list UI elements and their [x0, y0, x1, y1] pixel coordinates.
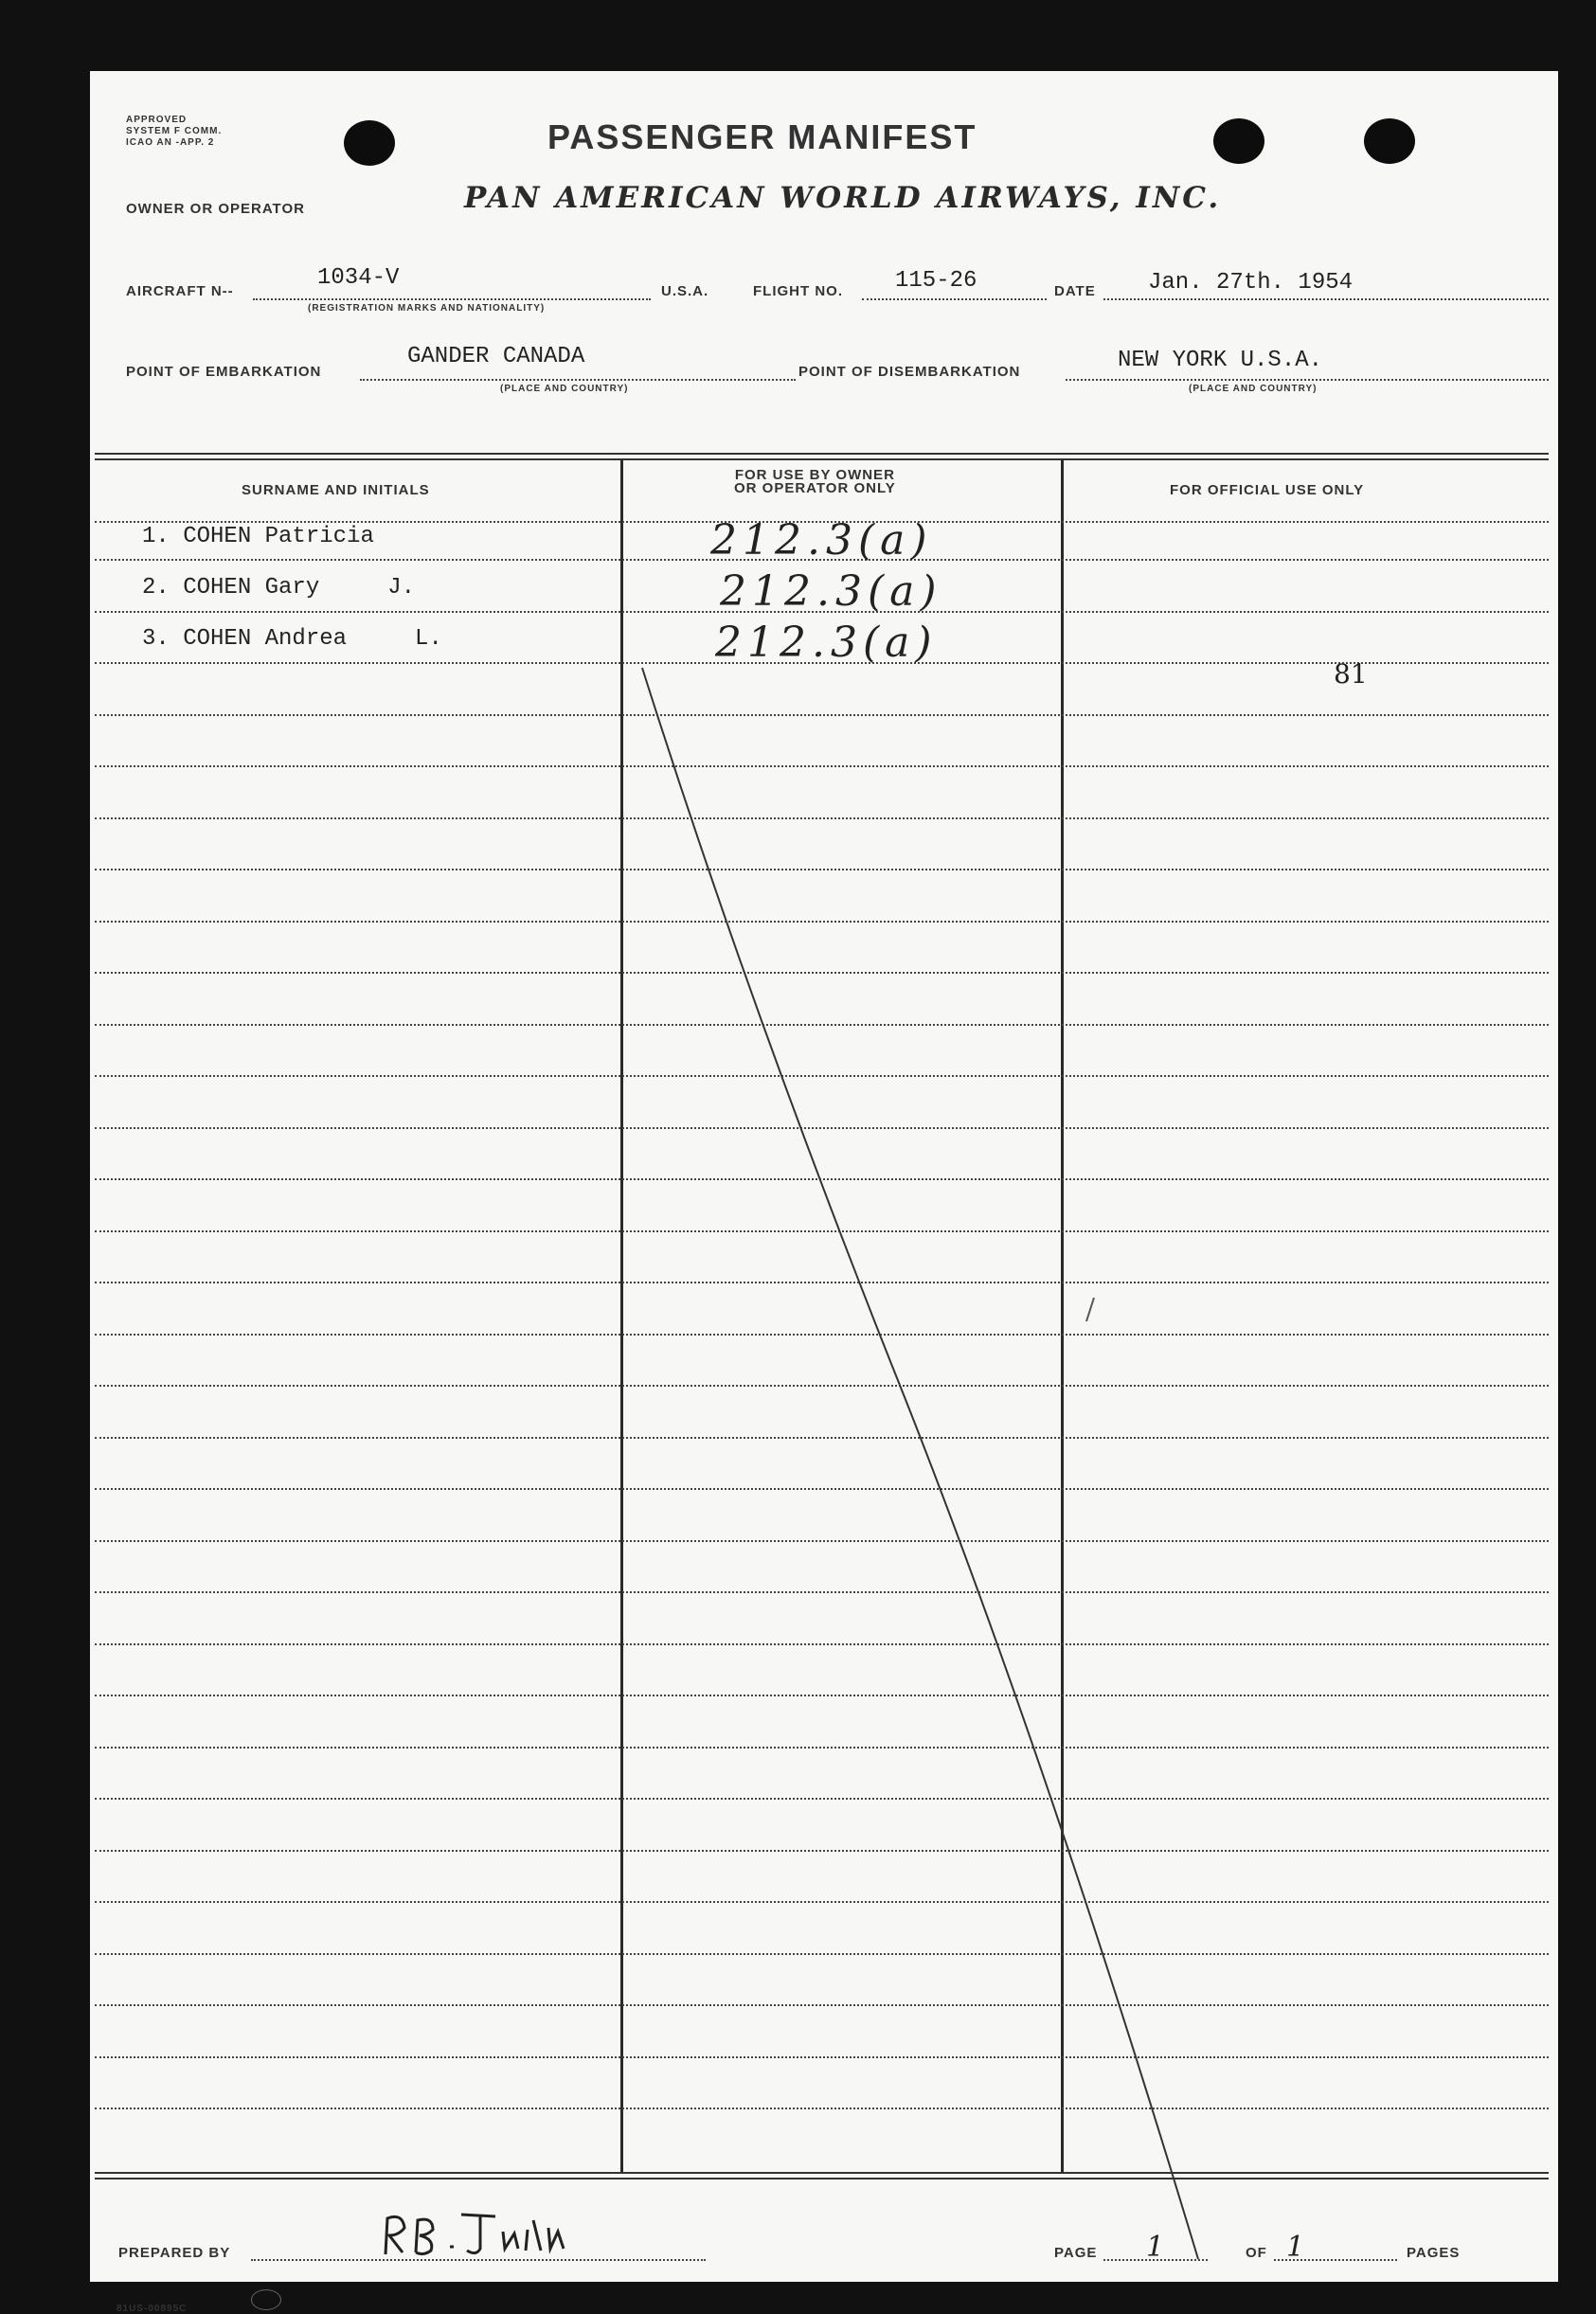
cancel-stroke [90, 71, 1558, 2282]
of-value: 1 [1286, 2231, 1305, 2264]
table-bottom-rule [95, 2172, 1549, 2174]
aircraft-label: AIRCRAFT N-- [126, 283, 234, 299]
disembarkation-value: NEW YORK U.S.A. [1118, 348, 1323, 373]
aircraft-sublabel: (REGISTRATION MARKS AND NATIONALITY) [308, 303, 546, 314]
approval-line: APPROVED [126, 115, 188, 125]
page-title: PASSENGER MANIFEST [547, 117, 977, 156]
manifest-sheet [90, 71, 1558, 2314]
usa-label: U.S.A. [661, 283, 709, 299]
date-label: DATE [1054, 283, 1096, 299]
embarkation-label: POINT OF EMBARKATION [126, 364, 322, 380]
disembarkation-label: POINT OF DISEMBARKATION [798, 364, 1021, 380]
signature [374, 2207, 601, 2264]
prepared-by-label: PREPARED BY [118, 2245, 231, 2261]
page-label: PAGE [1054, 2245, 1098, 2261]
approval-line: SYSTEM F COMM. [126, 126, 223, 136]
disembarkation-sublabel: (PLACE AND COUNTRY) [1189, 384, 1318, 394]
column-header-surname: SURNAME AND INITIALS [242, 482, 430, 498]
passenger-name-2: 2. COHEN Gary J. [142, 575, 416, 601]
embarkation-value: GANDER CANADA [407, 344, 585, 369]
union-label-icon [251, 2289, 281, 2310]
flight-value: 115-26 [895, 268, 977, 294]
official-note: 81 [1334, 658, 1368, 690]
owner-label: OWNER OR OPERATOR [126, 201, 305, 217]
passenger-name-1: 1. COHEN Patricia [142, 524, 374, 549]
aircraft-value: 1034-V [317, 265, 400, 291]
table-bottom-rule [95, 2178, 1549, 2179]
column-header-official: FOR OFFICIAL USE ONLY [1170, 482, 1365, 498]
embarkation-sublabel: (PLACE AND COUNTRY) [500, 384, 629, 394]
owner-code-1: 212.3(a) [710, 516, 933, 565]
passenger-name-3: 3. COHEN Andrea L. [142, 626, 442, 652]
page-value: 1 [1146, 2231, 1165, 2264]
owner-code-3: 212.3(a) [715, 619, 938, 667]
column-header-owner-line: OR OPERATOR ONLY [734, 480, 896, 496]
date-value: Jan. 27th. 1954 [1148, 270, 1354, 296]
column-header-owner-line: FOR USE BY OWNER [734, 467, 895, 483]
pages-label: PAGES [1407, 2245, 1461, 2261]
flight-label: FLIGHT NO. [753, 283, 843, 299]
of-label: OF [1246, 2245, 1267, 2261]
owner-code-2: 212.3(a) [720, 567, 942, 616]
form-code: 81US-00895C [117, 2304, 188, 2314]
operator-name: PAN AMERICAN WORLD AIRWAYS, INC. [464, 181, 1222, 215]
approval-line: ICAO AN -APP. 2 [126, 137, 215, 148]
